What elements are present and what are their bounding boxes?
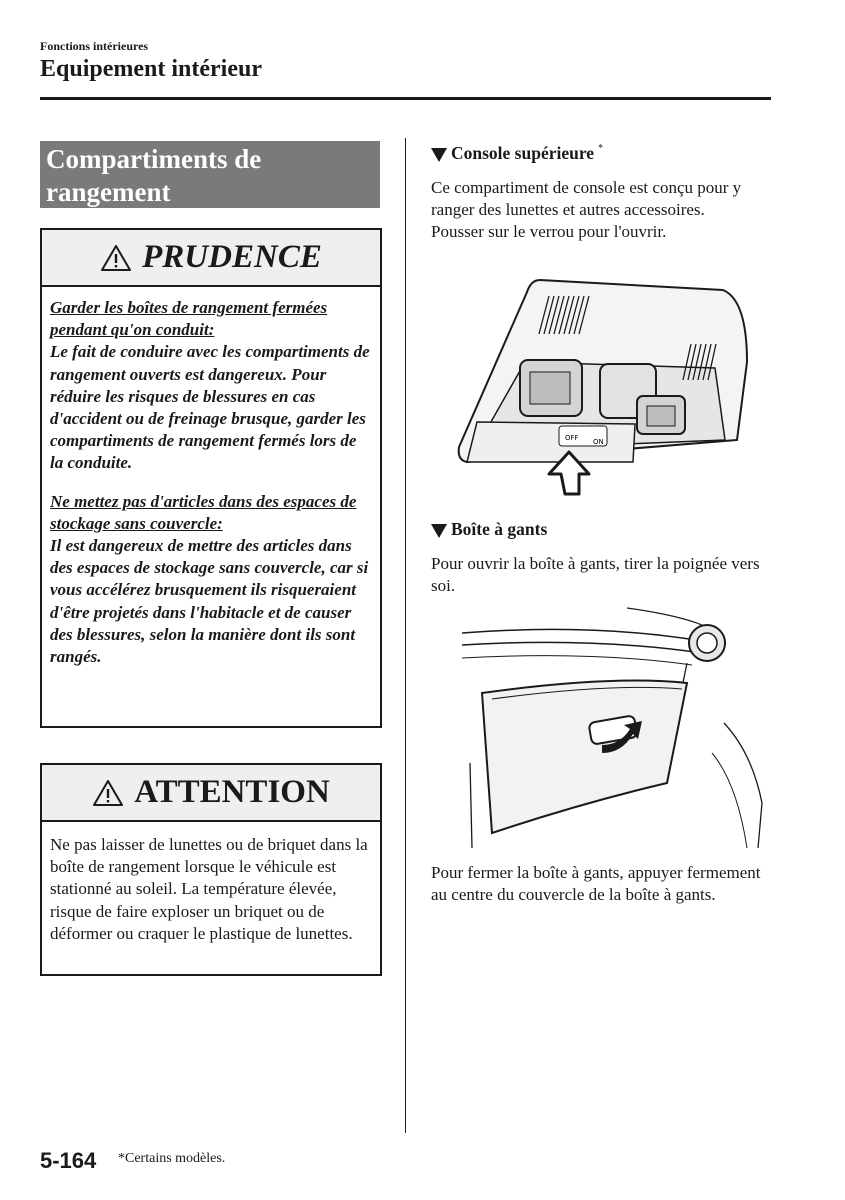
footnote: *Certains modèles. (118, 1151, 226, 1166)
attention-text: Ne pas laisser de lunettes ou de briquet dans la boîte de rangement lorsque le véhicule est stationné au soleil. La température élevée, risque de faire exploser un briquet ou de déformer ou craquer le plastique de lunettes. (50, 835, 368, 943)
prudence-title: PRUDENCE (142, 239, 322, 275)
triangle-down-icon (431, 524, 447, 538)
prudence-paragraph (50, 297, 372, 475)
attention-box (40, 763, 382, 976)
console-heading-text: Console supérieure (451, 143, 595, 163)
console-switch-off-label: OFF (565, 434, 579, 442)
page-number: 5-164 (40, 1148, 97, 1173)
overhead-console-illustration (455, 272, 750, 497)
header-rule (40, 97, 771, 100)
warning-triangle-icon (100, 244, 132, 272)
breadcrumb: Fonctions intérieures (40, 39, 149, 53)
footnote-asterisk: * (598, 143, 604, 154)
glove-box-heading-text: Boîte à gants (451, 519, 548, 539)
prudence-paragraph-heading: Garder les boîtes de rangement fermées pendant qu'on conduit: (50, 298, 328, 340)
section-heading: Compartiments de rangement (40, 141, 380, 211)
console-heading (431, 143, 603, 164)
console-text-line: Ce compartiment de console est conçu pour y ranger des lunettes et autres accessoires. (431, 178, 742, 220)
prudence-header (42, 230, 380, 287)
page-title: Equipement intérieur (40, 56, 262, 82)
console-description (431, 177, 771, 244)
prudence-box (40, 228, 382, 728)
glove-box-heading (431, 519, 547, 540)
console-text-line: Pousser sur le verrou pour l'ouvrir. (431, 222, 667, 242)
attention-title: ATTENTION (134, 774, 330, 810)
glove-box-illustration (462, 603, 782, 848)
triangle-down-icon (431, 148, 447, 162)
attention-header (42, 765, 380, 822)
prudence-paragraph-heading: Ne mettez pas d'articles dans des espaces de stockage sans couvercle: (50, 491, 357, 533)
glove-box-open-text: Pour ouvrir la boîte à gants, tirer la poignée vers soi. (431, 554, 760, 596)
glove-box-close-text: Pour fermer la boîte à gants, appuyer fermement au centre du couvercle de la boîte à gants. (431, 863, 761, 905)
prudence-body (42, 287, 380, 668)
prudence-paragraph (50, 491, 372, 669)
column-divider (405, 138, 406, 1133)
warning-triangle-icon (92, 779, 124, 807)
prudence-paragraph-text: Il est dangereux de mettre des articles dans des espaces de stockage sans couvercle, car si vous accélérez brusquement ils risqueraient d'être projetés dans l'habitacle et de causer des blessures, selon la manière dont ils sont rangés. (50, 536, 369, 667)
console-switch-on-label: ON (593, 438, 604, 446)
prudence-paragraph-text: Le fait de conduire avec les compartiments de rangement ouverts est dangereux. Pour réduire les risques de blessures en cas d'accident ou de freinage brusque, garder les compartiments de rangement fermés lors de la conduite. (50, 342, 370, 473)
